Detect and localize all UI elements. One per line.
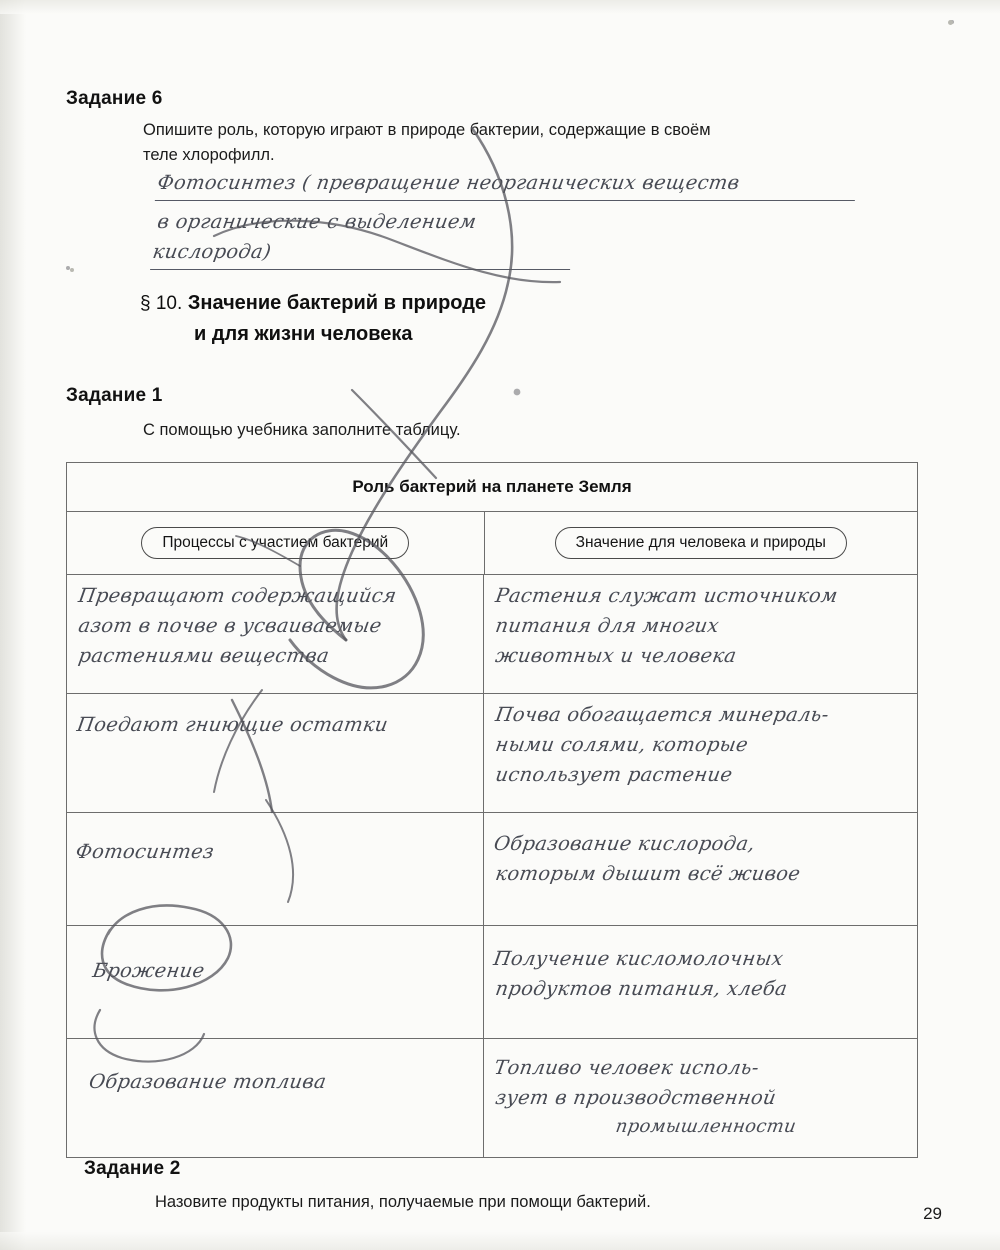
section-title-line-2: и для жизни человека (194, 323, 413, 345)
table-cell-line: Образование кислорода, (491, 832, 757, 855)
section-title-line-1: Значение бактерий в природе (187, 292, 487, 314)
table-cell-meaning (484, 575, 918, 693)
table-cell-meaning (484, 1039, 918, 1157)
table-cell-process (67, 926, 484, 1038)
table-cell-line: промышленности (613, 1116, 798, 1137)
table-cell-line: Фотосинтез (74, 840, 216, 863)
table-cell-meaning (484, 694, 918, 812)
table-cell-process (67, 694, 484, 812)
table-column-headers (67, 512, 917, 575)
table-cell-process (67, 575, 484, 693)
table-cell-meaning (484, 926, 918, 1038)
table-row (67, 575, 917, 694)
table-column-header-right: Значение для человека и природы (555, 527, 847, 559)
table-cell-line: Превращают содержащийся (76, 584, 399, 607)
table-cell-line: азот в почве в усваиваемые (76, 614, 384, 637)
table-cell-line: продуктов питания, хлеба (493, 977, 789, 1000)
section-heading (140, 288, 840, 350)
table-cell-process (67, 1039, 484, 1157)
task-6-handwritten-answer (151, 168, 900, 276)
table-cell-line: Образование топлива (87, 1070, 328, 1093)
table-row (67, 1039, 917, 1157)
table-row (67, 813, 917, 926)
scan-speck (948, 20, 953, 25)
table-cell-line: Поедают гниющие остатки (75, 713, 390, 736)
task-1-prompt: С помощью учебника заполните таблицу. (143, 421, 461, 439)
task-2-prompt: Назовите продукты питания, получаемые при помощи бактерий. (155, 1193, 651, 1211)
table-cell-process (67, 813, 484, 925)
task-6-handwritten-line-2: в органические с выделением кислорода) (150, 207, 580, 270)
table-row (67, 694, 917, 813)
section-paragraph-mark: § 10. (140, 293, 183, 314)
table-cell-line: Растения служат источником (493, 584, 839, 607)
task-2-heading: Задание 2 (84, 1158, 181, 1179)
table-row (67, 926, 917, 1039)
table-cell-line: использует растение (493, 763, 734, 786)
table-cell-line: животных и человека (493, 644, 738, 667)
scan-speck (70, 268, 74, 272)
table-cell-line: Почва обогащается минераль- (493, 703, 831, 726)
table-cell-line: зует в производствeнной (493, 1086, 778, 1109)
table-cell-line: которым дышит всё живое (493, 862, 802, 885)
table-column-header-right-cell (485, 512, 918, 574)
task-6-prompt-line-2: теле хлорофилл. (143, 146, 275, 164)
roles-table (66, 462, 918, 1158)
table-cell-line: ными солями, которые (493, 733, 750, 756)
table-column-header-left-cell (67, 512, 485, 574)
table-cell-line: питания для многих (493, 614, 721, 637)
table-title: Роль бактерий на планете Земля (67, 463, 917, 512)
task-6-heading: Задание 6 (66, 88, 163, 109)
task-1-heading: Задание 1 (66, 385, 163, 406)
table-cell-meaning (484, 813, 918, 925)
table-cell-line: Брожение (91, 959, 207, 982)
task-6-prompt-line-1: Опишите роль, которую играют в природе бактерии, содержащие в своём (143, 121, 711, 139)
table-column-header-left: Процессы с участием бактерий (141, 527, 409, 559)
table-cell-line: Получение кисломолочных (491, 947, 785, 970)
task-6-handwritten-line-1: Фотосинтез ( превращение неорганических веществ (155, 168, 860, 201)
table-cell-line: растениями вещества (76, 644, 331, 667)
table-cell-line: Топливо человек исполь- (492, 1056, 761, 1079)
page-number: 29 (923, 1204, 942, 1223)
